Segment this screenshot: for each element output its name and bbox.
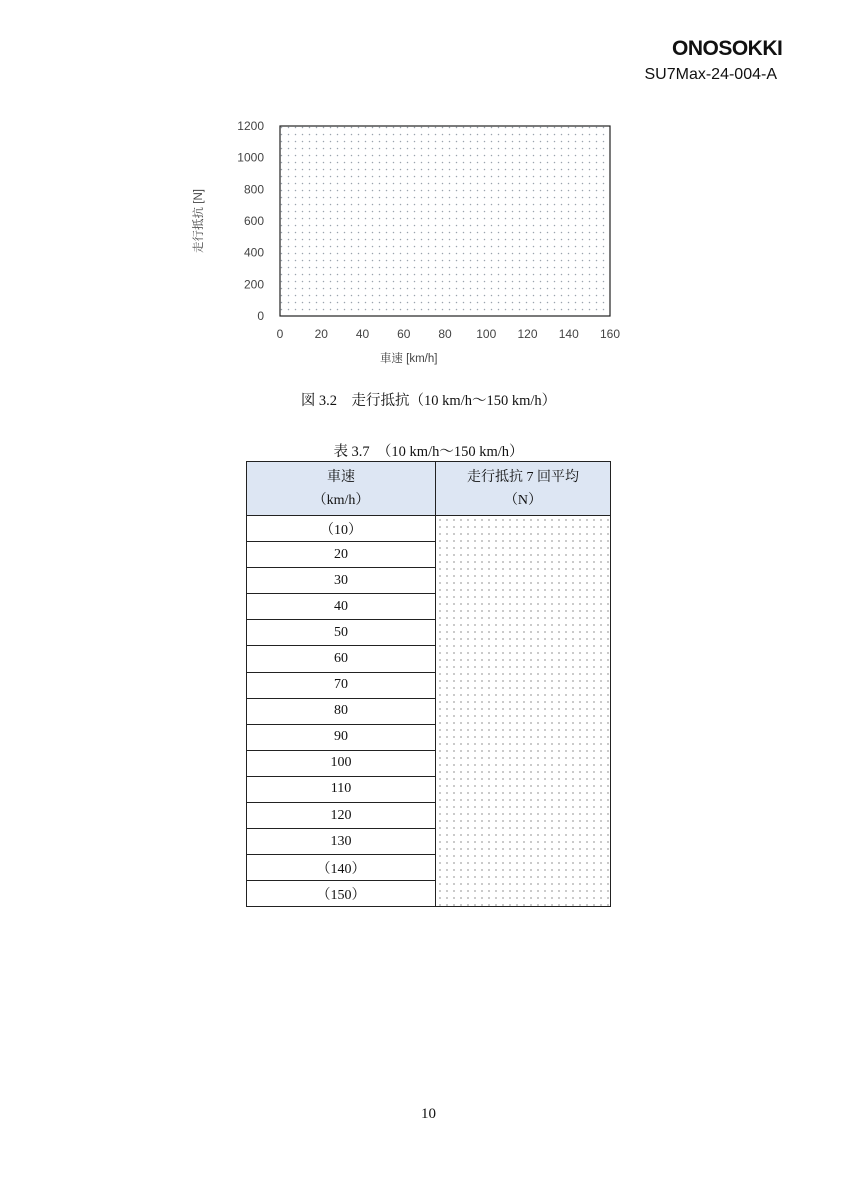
header-resistance-unit: （N） bbox=[503, 492, 543, 508]
y-axis-label: 走行抵抗 [N] bbox=[193, 189, 205, 253]
y-tick-label: 600 bbox=[243, 214, 264, 228]
x-tick-label: 60 bbox=[397, 327, 411, 341]
resistance-chart bbox=[180, 110, 640, 370]
speed-cell: 130 bbox=[247, 829, 436, 855]
speed-cell: 110 bbox=[247, 776, 436, 802]
resistance-table bbox=[246, 461, 611, 907]
speed-cell: 70 bbox=[247, 672, 436, 698]
plot-area bbox=[280, 126, 610, 316]
speed-cell: 120 bbox=[247, 803, 436, 829]
y-tick-label: 800 bbox=[243, 182, 264, 197]
speed-cell: 80 bbox=[247, 698, 436, 724]
company-logo-text: ONOSOKKI bbox=[672, 37, 783, 60]
header-speed-unit: （km/h） bbox=[312, 492, 370, 508]
speed-cell: （10） bbox=[247, 516, 436, 542]
header-speed-label: 車速 bbox=[327, 469, 355, 485]
speed-cell: 30 bbox=[247, 568, 436, 594]
header-resistance-label: 走行抵抗 7 回平均 bbox=[467, 469, 579, 485]
x-tick-label: 100 bbox=[476, 327, 497, 341]
x-tick-label: 140 bbox=[558, 327, 579, 341]
x-tick-label: 160 bbox=[599, 327, 621, 341]
company-logo bbox=[672, 37, 783, 61]
speed-cell: 20 bbox=[247, 542, 436, 568]
speed-cell: 50 bbox=[247, 620, 436, 646]
y-tick-label: 200 bbox=[243, 277, 264, 292]
speed-cell: 40 bbox=[247, 594, 436, 620]
speed-cell: （150） bbox=[247, 881, 436, 907]
x-tick-label: 120 bbox=[517, 327, 538, 341]
x-tick-label: 40 bbox=[355, 327, 370, 341]
y-tick-label: 1200 bbox=[237, 119, 264, 133]
page-number: 10 bbox=[421, 1106, 436, 1122]
table-caption: 表 3.7 （10 km/h～150 km/h） bbox=[333, 444, 524, 460]
speed-cell: （140） bbox=[247, 855, 436, 881]
table-row bbox=[247, 516, 611, 542]
x-tick-label: 0 bbox=[276, 327, 284, 341]
header-resistance bbox=[436, 462, 611, 516]
figure-caption: 図 3.2 走行抵抗（10 km/h～150 km/h） bbox=[300, 393, 557, 409]
x-tick-label: 80 bbox=[438, 327, 452, 341]
y-axis-ticks bbox=[237, 119, 264, 323]
speed-cell: 60 bbox=[247, 646, 436, 672]
table-header-row bbox=[247, 462, 611, 516]
y-tick-label: 0 bbox=[257, 309, 264, 323]
plot-frame bbox=[280, 126, 610, 316]
document-id: SU7Max-24-004-A bbox=[644, 66, 777, 83]
resistance-value-area bbox=[436, 516, 611, 907]
speed-cell: 100 bbox=[247, 750, 436, 776]
header-speed bbox=[247, 462, 436, 516]
x-axis-label: 車速 [km/h] bbox=[379, 353, 438, 365]
speed-cell: 90 bbox=[247, 724, 436, 750]
y-tick-label: 1000 bbox=[237, 150, 264, 165]
x-axis-ticks bbox=[277, 327, 621, 341]
y-tick-label: 400 bbox=[243, 245, 264, 260]
x-tick-label: 20 bbox=[314, 327, 328, 341]
